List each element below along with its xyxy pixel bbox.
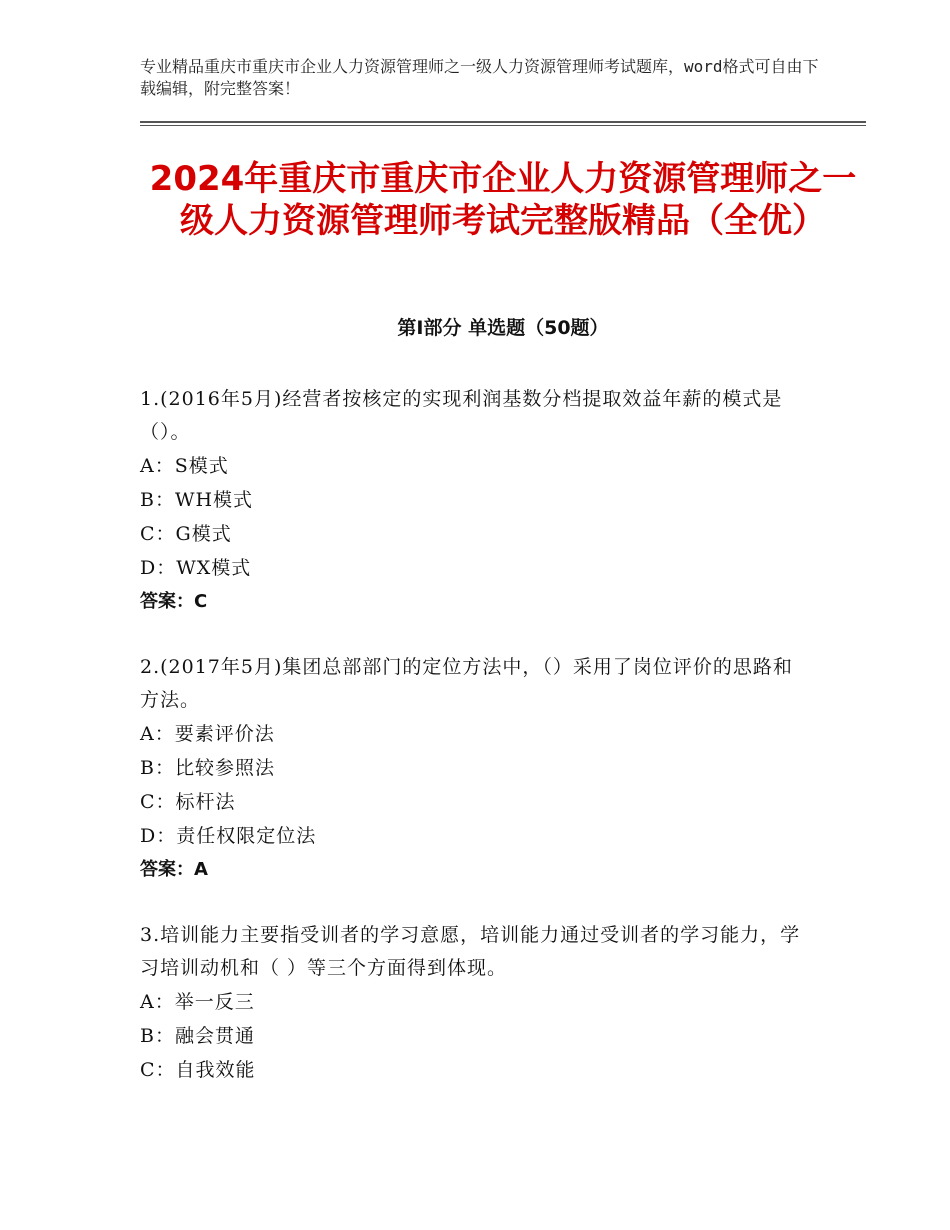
option-d: D：责任权限定位法: [140, 825, 317, 847]
answer: 答案：A: [140, 859, 208, 880]
option-d: D：WX模式: [140, 557, 252, 579]
option-c: C：G模式: [140, 523, 232, 545]
option-b: B：WH模式: [140, 489, 254, 511]
option-b: B：融会贯通: [140, 1025, 255, 1047]
option-a: A：要素评价法: [140, 723, 275, 745]
option-b: B：比较参照法: [140, 757, 275, 779]
header-divider-thin: [140, 125, 866, 126]
header-note: 专业精品重庆市重庆市企业人力资源管理师之一级人力资源管理师考试题库，word格式可自由下载编辑，附完整答案！: [140, 57, 819, 98]
question-3: [140, 919, 810, 1087]
option-c: C：标杆法: [140, 791, 236, 813]
question-1: [140, 383, 810, 619]
header-divider-thick: [140, 121, 866, 123]
answer: 答案：C: [140, 591, 208, 612]
option-c: C：自我效能: [140, 1059, 256, 1081]
question-2: [140, 651, 810, 887]
section-title: 第Ⅰ部分 单选题（50题）: [397, 317, 609, 339]
document-title: 2024年重庆市重庆市企业人力资源管理师之一级人力资源管理师考试完整版精品（全优）: [149, 159, 857, 241]
question-text: 1.(2016年5月)经营者按核定的实现利润基数分档提取效益年薪的模式是（）。: [140, 388, 783, 443]
option-a: A：S模式: [140, 455, 229, 477]
question-text: 2.(2017年5月)集团总部部门的定位方法中，（）采用了岗位评价的思路和方法。: [140, 656, 793, 711]
question-list: [140, 383, 810, 1119]
option-a: A：举一反三: [140, 991, 255, 1013]
question-text: 3.培训能力主要指受训者的学习意愿，培训能力通过受训者的学习能力，学习培训动机和（ ）等三个方面得到体现。: [140, 924, 801, 979]
